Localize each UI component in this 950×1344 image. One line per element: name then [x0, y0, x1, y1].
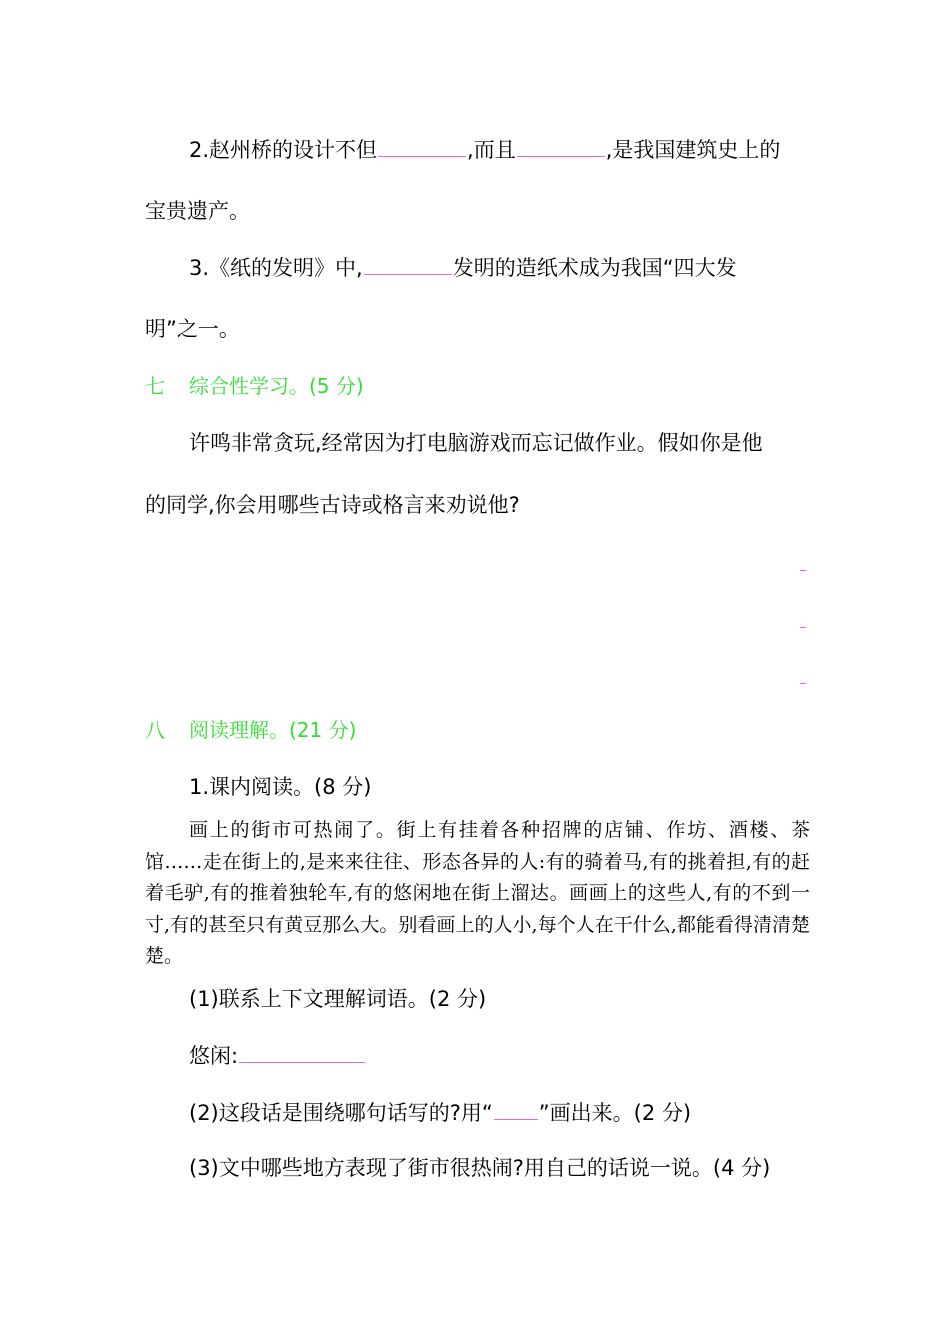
section-7-number: 七 [145, 374, 165, 398]
answer-line-mark-2[interactable] [800, 627, 806, 628]
answer-line-mark-3[interactable] [800, 683, 806, 684]
section-8-number: 八 [145, 718, 165, 742]
word-meaning-blank[interactable] [239, 1040, 365, 1063]
section-7-prompt-line-2: 的同学,你会用哪些古诗或格言来劝说他? [145, 493, 520, 517]
q3-blank[interactable] [364, 252, 452, 275]
reading-question-1-answer [189, 1040, 849, 1071]
reading-question-2 [189, 1097, 849, 1128]
q2-blank-1[interactable] [378, 134, 466, 157]
q2-text-2: ,而且 [467, 138, 516, 162]
section-8-subheading: 1.课内阅读。(8 分) [189, 775, 372, 799]
section-7-heading [145, 371, 805, 401]
q2-blank-2[interactable] [517, 134, 605, 157]
rq2-text-1: (2)这段话是围绕哪句话写的?用“ [189, 1101, 493, 1125]
section-8-heading [145, 715, 805, 745]
word-label: 悠闲: [189, 1044, 239, 1068]
q2-text-3: ,是我国建筑史上的 [605, 138, 781, 162]
q3-text-1: 3.《纸的发明》中, [189, 256, 363, 280]
q2-text-1: 2.赵州桥的设计不但 [189, 138, 378, 162]
question-2-line-1 [189, 134, 849, 165]
reading-question-1: (1)联系上下文理解词语。(2 分) [189, 987, 487, 1011]
section-7-prompt-line-1: 许鸣非常贪玩,经常因为打电脑游戏而忘记做作业。假如你是他 [189, 431, 763, 455]
rq2-text-2: ”画出来。(2 分) [538, 1101, 692, 1125]
answer-line-mark-1[interactable] [800, 570, 806, 571]
underline-sample [494, 1097, 538, 1120]
question-3-line-2: 明”之一。 [145, 317, 240, 341]
question-2-line-2: 宝贵遗产。 [145, 199, 250, 223]
question-3-line-1 [189, 252, 849, 283]
section-8-title: 阅读理解。(21 分) [189, 718, 357, 742]
reading-question-3: (3)文中哪些地方表现了街市很热闹?用自己的话说一说。(4 分) [189, 1156, 771, 1180]
section-7-title: 综合性学习。(5 分) [189, 374, 364, 398]
reading-passage: 画上的街市可热闹了。街上有挂着各种招牌的店铺、作坊、酒楼、茶馆……走在街上的,是来来往往、形态各异的人:有的骑着马,有的挑着担,有的赶着毛驴,有的推着独轮车,有的悠闲地在街上溜达。画画上的这些人,有的不到一寸,有的甚至只有黄豆那么大。别看画上的人小,每个人在干什么,都能看得清清楚楚。 [145, 819, 810, 967]
q3-text-2: 发明的造纸术成为我国“四大发 [452, 256, 737, 280]
